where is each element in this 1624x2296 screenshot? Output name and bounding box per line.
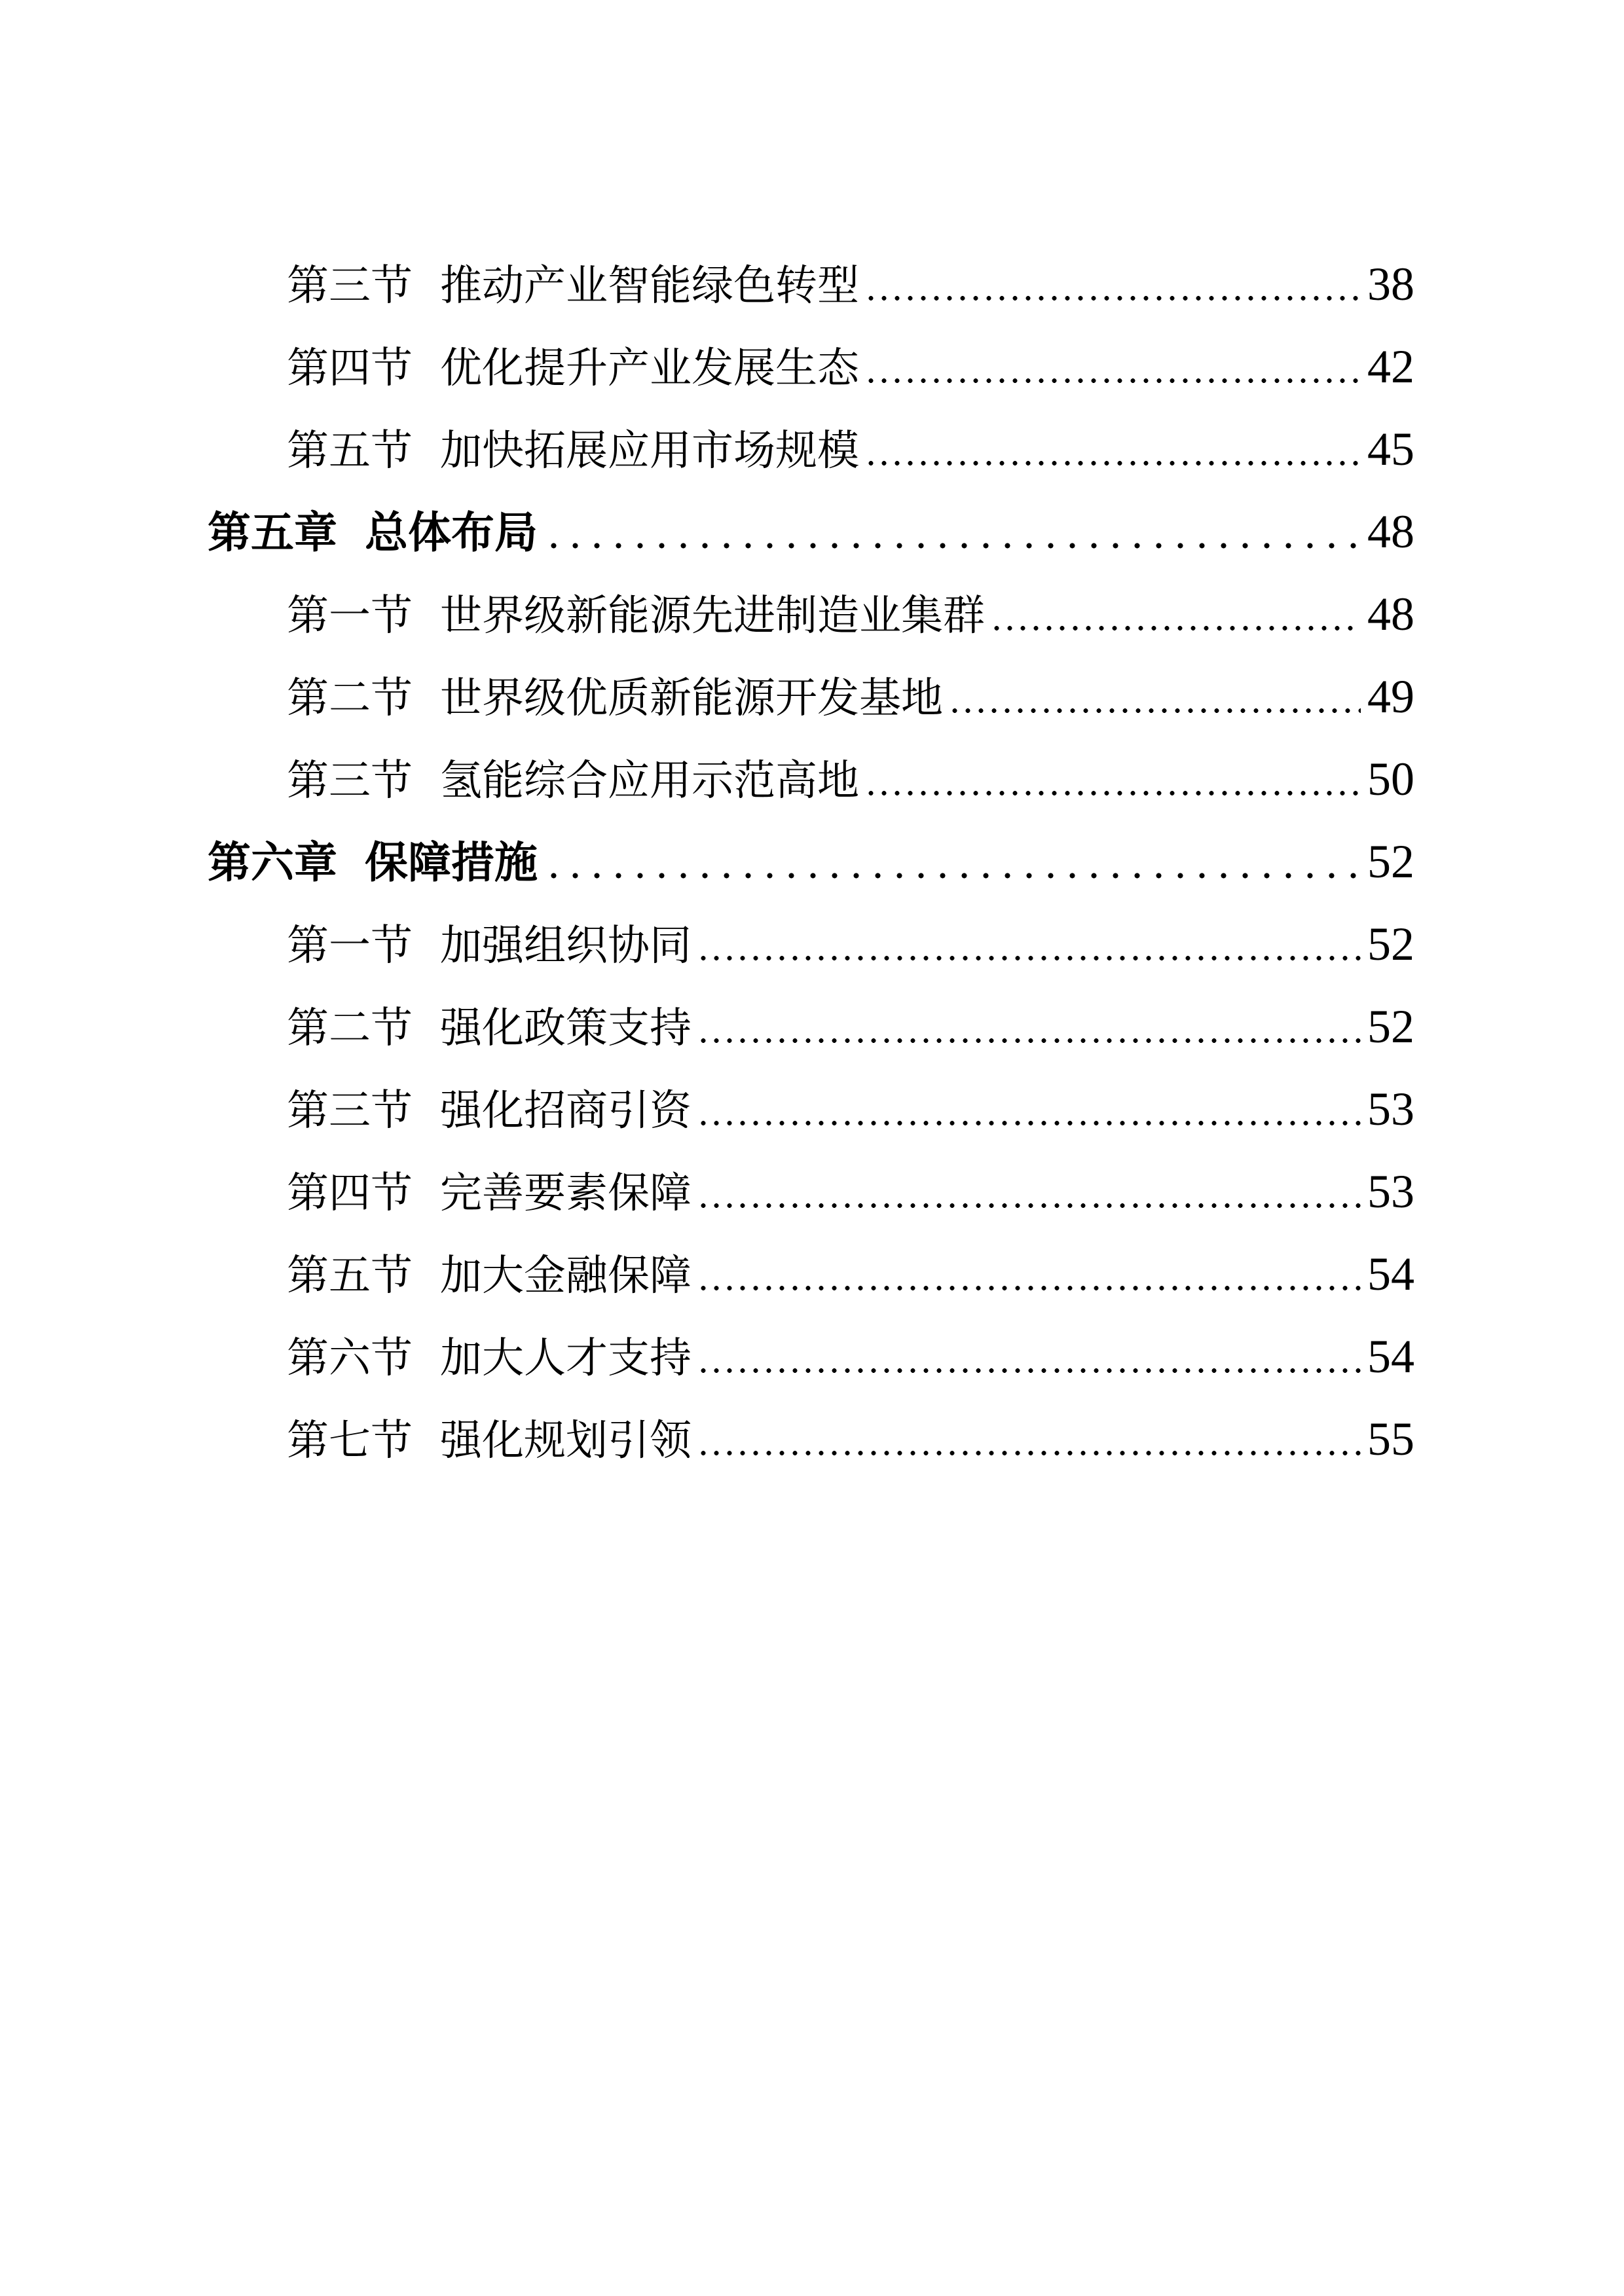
toc-entry-page-number: 53 [1367,1165,1414,1218]
toc-entry-page-number: 55 [1367,1413,1414,1465]
toc-entry-page-number: 54 [1367,1248,1414,1300]
toc-entry-page-number: 54 [1367,1330,1414,1383]
toc-entry-title: 世界级新能源先进制造业集群 [440,592,985,640]
toc-entry[interactable] [208,325,1414,408]
toc-entry-page-number: 42 [1367,340,1414,393]
toc-entry-title: 总体布局 [365,507,538,558]
dot-leader [543,820,1361,903]
toc-entry-label: 第三节 [287,1087,413,1135]
dot-leader [990,573,1361,655]
toc-entry[interactable] [208,1150,1414,1233]
toc-entry-page-number: 38 [1367,258,1414,310]
toc-entry-page-number: 52 [1367,835,1414,888]
dot-leader [697,1233,1361,1315]
toc-entry-label: 第二节 [287,1004,413,1053]
toc-entry-page-number: 48 [1367,588,1414,640]
toc-entry-label: 第一节 [287,922,413,970]
toc-entry-page-number: 48 [1367,505,1414,558]
toc-entry-title: 加大金融保障 [440,1252,692,1300]
toc-entry-title: 加强组织协同 [440,922,692,970]
toc-entry-page-number: 52 [1367,918,1414,970]
dot-leader [543,490,1361,573]
toc-entry-page-number: 45 [1367,423,1414,475]
toc-entry[interactable] [208,1315,1414,1398]
toc-entry[interactable] [208,903,1414,985]
toc-entry-title: 世界级优质新能源开发基地 [440,674,943,723]
toc-entry-page-number: 50 [1367,753,1414,805]
toc-chapter-entry[interactable] [208,820,1414,903]
toc-entry-label: 第四节 [287,1169,413,1218]
dot-leader [864,738,1361,820]
toc-entry-label: 第七节 [287,1417,413,1465]
toc-entry[interactable] [208,985,1414,1068]
toc-chapter-entry[interactable] [208,490,1414,573]
toc-entry[interactable] [208,573,1414,655]
toc-entry-label: 第六章 [208,837,337,888]
dot-leader [948,655,1361,738]
toc-entry-label: 第五章 [208,507,337,558]
toc-entry-title: 加快拓展应用市场规模 [440,427,859,475]
dot-leader [697,985,1361,1068]
toc-entry-label: 第五节 [287,427,413,475]
toc-entry-page-number: 52 [1367,1000,1414,1053]
toc-entry-title: 强化招商引资 [440,1087,692,1135]
toc-entry-label: 第三节 [287,262,413,310]
toc-entry-title: 强化规划引领 [440,1417,692,1465]
toc-entry-label: 第一节 [287,592,413,640]
toc-entry-label: 第二节 [287,674,413,723]
toc-entry[interactable] [208,655,1414,738]
dot-leader [697,1398,1361,1480]
dot-leader [864,243,1361,325]
toc-entry[interactable] [208,1233,1414,1315]
toc-entry[interactable] [208,1398,1414,1480]
dot-leader [864,325,1361,408]
dot-leader [697,1068,1361,1150]
toc-entry-title: 完善要素保障 [440,1169,692,1218]
toc-entry[interactable] [208,738,1414,820]
dot-leader [697,903,1361,985]
toc-entry-label: 第六节 [287,1334,413,1383]
toc-entry-title: 优化提升产业发展生态 [440,344,859,393]
toc-entry-page-number: 49 [1367,670,1414,723]
toc-entry[interactable] [208,408,1414,490]
toc-entry-title: 强化政策支持 [440,1004,692,1053]
toc-entry[interactable] [208,243,1414,325]
toc-entry-label: 第四节 [287,344,413,393]
dot-leader [864,408,1361,490]
table-of-contents [0,243,1624,1480]
toc-entry-title: 加大人才支持 [440,1334,692,1383]
dot-leader [697,1150,1361,1233]
toc-entry-page-number: 53 [1367,1083,1414,1135]
toc-entry-title: 推动产业智能绿色转型 [440,262,859,310]
toc-entry-label: 第五节 [287,1252,413,1300]
toc-entry[interactable] [208,1068,1414,1150]
toc-entry-title: 保障措施 [365,837,538,888]
toc-entry-label: 第三节 [287,757,413,805]
dot-leader [697,1315,1361,1398]
toc-entry-title: 氢能综合应用示范高地 [440,757,859,805]
